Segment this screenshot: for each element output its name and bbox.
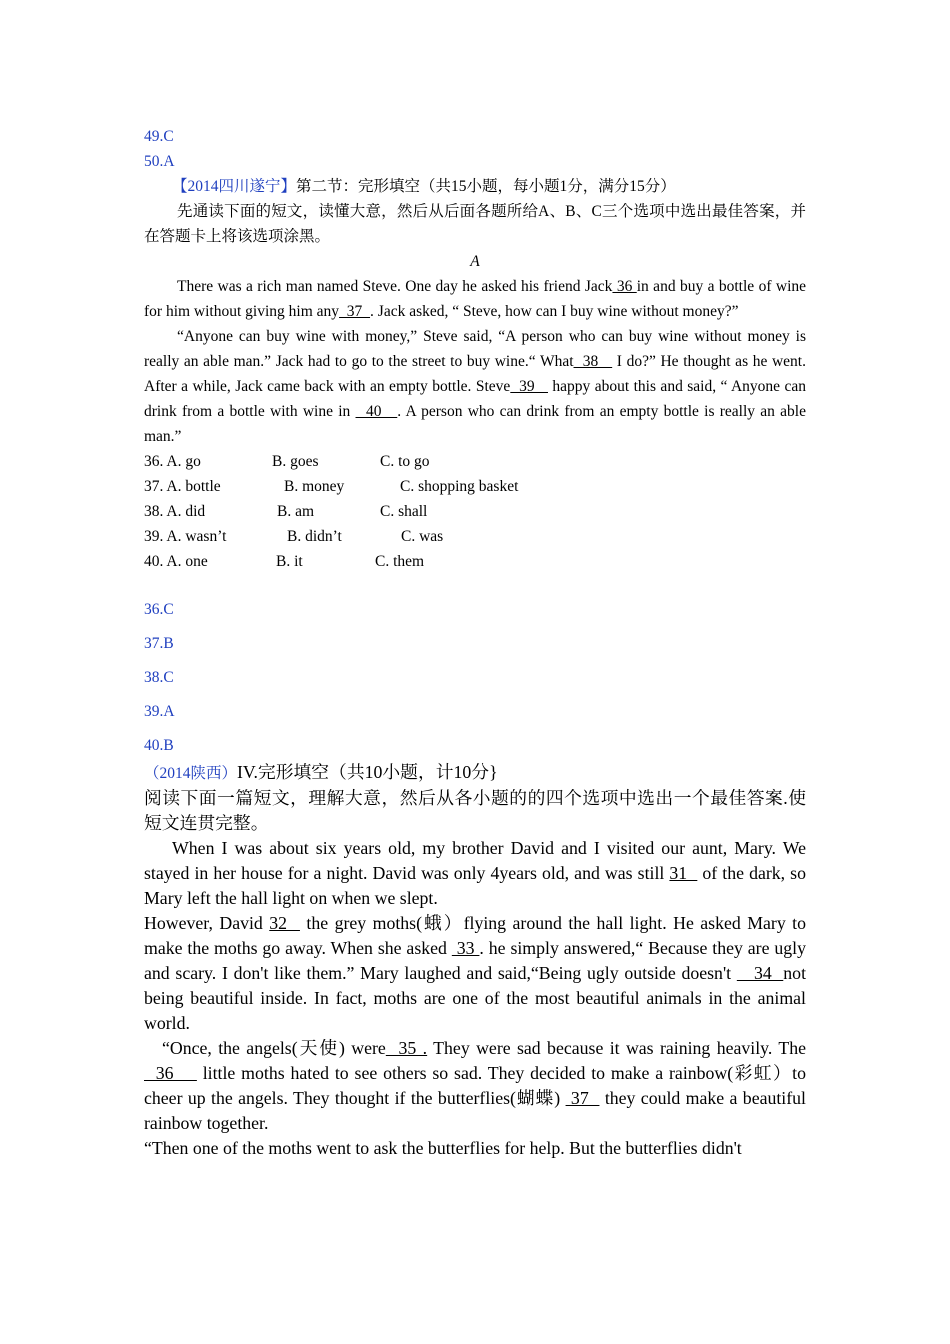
source-tag: 【2014四川遂宁】 <box>172 178 297 195</box>
passage-paragraph <box>144 1036 806 1136</box>
option-b: B. didn’t <box>287 528 342 545</box>
heading-text: 第二节：完形填空（共15小题，每小题1分，满分15分） <box>296 178 676 195</box>
answer-line: 36.C <box>144 601 174 618</box>
text-run: I do?” He thought as he went. After a while, Jack came back with an empty bottle. Steve <box>144 353 806 395</box>
section-heading <box>144 174 806 199</box>
text-run: not being beautiful inside. In fact, moths are one of the most beautiful animals in the animal world. <box>144 963 807 1033</box>
blank-33: 33 <box>451 938 480 958</box>
text-run: they could make a beautiful rainbow together. <box>144 1088 806 1133</box>
blank-38: 38 <box>573 353 613 370</box>
text-run: the grey moths(蛾）flying around the hall light. He asked Mary to make the moths go away. When she asked <box>144 913 807 958</box>
blank-32: 32 <box>269 913 300 933</box>
text-run: . Jack asked, “ Steve, how can I buy wine without money?” <box>370 303 739 320</box>
answer-line: 49.C <box>144 128 174 145</box>
section-2 <box>144 760 806 1161</box>
text-run: “Once, the angels(天使) were <box>162 1038 386 1058</box>
passage-paragraph <box>144 911 806 1036</box>
option-c: C. was <box>401 528 444 545</box>
blank-36: 36 <box>144 1063 197 1083</box>
blank-39: 39 <box>510 378 548 395</box>
blank-31: 31 <box>669 863 698 883</box>
answer-line: 38.C <box>144 669 174 686</box>
option-a: 36. A. go <box>144 453 201 470</box>
text-run: They were sad because it was raining heavily. The <box>427 1038 807 1058</box>
text-run: However, David <box>144 913 270 933</box>
blank-37: 37 <box>565 1088 600 1108</box>
passage-paragraph <box>144 274 806 324</box>
text-run: There was a rich man named Steve. One day he asked his friend Jack <box>177 278 613 295</box>
answer-line: 40.B <box>144 737 174 754</box>
option-row <box>144 499 806 524</box>
blank-35: 35 . <box>385 1038 428 1058</box>
option-b: B. goes <box>272 453 319 470</box>
passage-paragraph <box>144 836 806 911</box>
blank-36: 36 <box>612 278 637 295</box>
text-run: in and buy a bottle of wine for him without giving him any <box>144 278 807 320</box>
option-row <box>144 474 806 499</box>
spacer <box>144 574 806 597</box>
text-run: “Anyone can buy wine with money,” Steve said, “A person who can buy wine without money is really an able man.” Jack had to go to the street to buy wine.“ What <box>144 328 806 370</box>
option-b: B. am <box>277 503 315 520</box>
instruction-text: 阅读下面一篇短文，理解大意，然后从各小题的的四个选项中选出一个最佳答案.使短文连贯完整。 <box>144 788 806 833</box>
text-run: little moths hated to see others so sad. They decided to make a rainbow(彩虹）to cheer up the angels. They thought if the butterflies(蝴蝶) <box>144 1063 806 1108</box>
options-list <box>144 449 806 574</box>
blank-37: 37 <box>339 303 371 320</box>
text-run: happy about this and said, “ Anyone can drink from a bottle with wine in <box>144 378 807 420</box>
text-run: . he simply answered,“ Because they are ugly and scary. I don't like them.” Mary laughed and said,“Being ugly outside doesn't <box>144 938 807 983</box>
section-heading <box>144 760 806 786</box>
option-row <box>144 549 806 574</box>
option-c: C. shopping basket <box>400 478 519 495</box>
option-c: C. shall <box>380 503 428 520</box>
answer-line: 37.B <box>144 635 174 652</box>
option-b: B. it <box>276 553 303 570</box>
option-row <box>144 449 806 474</box>
document-page <box>144 124 806 1161</box>
option-c: C. them <box>375 553 425 570</box>
option-a: 40. A. one <box>144 553 208 570</box>
text-run: When I was about six years old, my brother David and I visited our aunt, Mary. We stayed in her house for a night. David was only 4years old, and was still <box>144 838 806 883</box>
option-a: 38. A. did <box>144 503 206 520</box>
answer-line: 39.A <box>144 703 175 720</box>
blank-40: 40 <box>355 403 398 420</box>
passage-label: A <box>470 253 480 270</box>
instruction-text: 先通读下面的短文，读懂大意，然后从后面各题所给A、B、C三个选项中选出最佳答案，并在答题卡上将该选项涂黑。 <box>144 203 806 245</box>
text-run: of the dark, so Mary left the hall light on when we slept. <box>144 863 806 908</box>
text-run: . A person who can drink from an empty bottle is really an able man.” <box>144 403 806 445</box>
option-row <box>144 524 806 549</box>
option-b: B. money <box>284 478 345 495</box>
passage-paragraph <box>144 324 806 449</box>
heading-text: IV.完形填空（共10小题，计10分} <box>237 762 498 782</box>
option-c: C. to go <box>380 453 430 470</box>
blank-34: 34 <box>736 963 784 983</box>
passage-paragraph: “Then one of the moths went to ask the butterflies for help. But the butterflies didn't <box>144 1138 742 1158</box>
option-a: 39. A. wasn’t <box>144 528 227 545</box>
source-tag: （2014陕西） <box>144 765 238 782</box>
answer-line: 50.A <box>144 153 175 170</box>
option-a: 37. A. bottle <box>144 478 221 495</box>
